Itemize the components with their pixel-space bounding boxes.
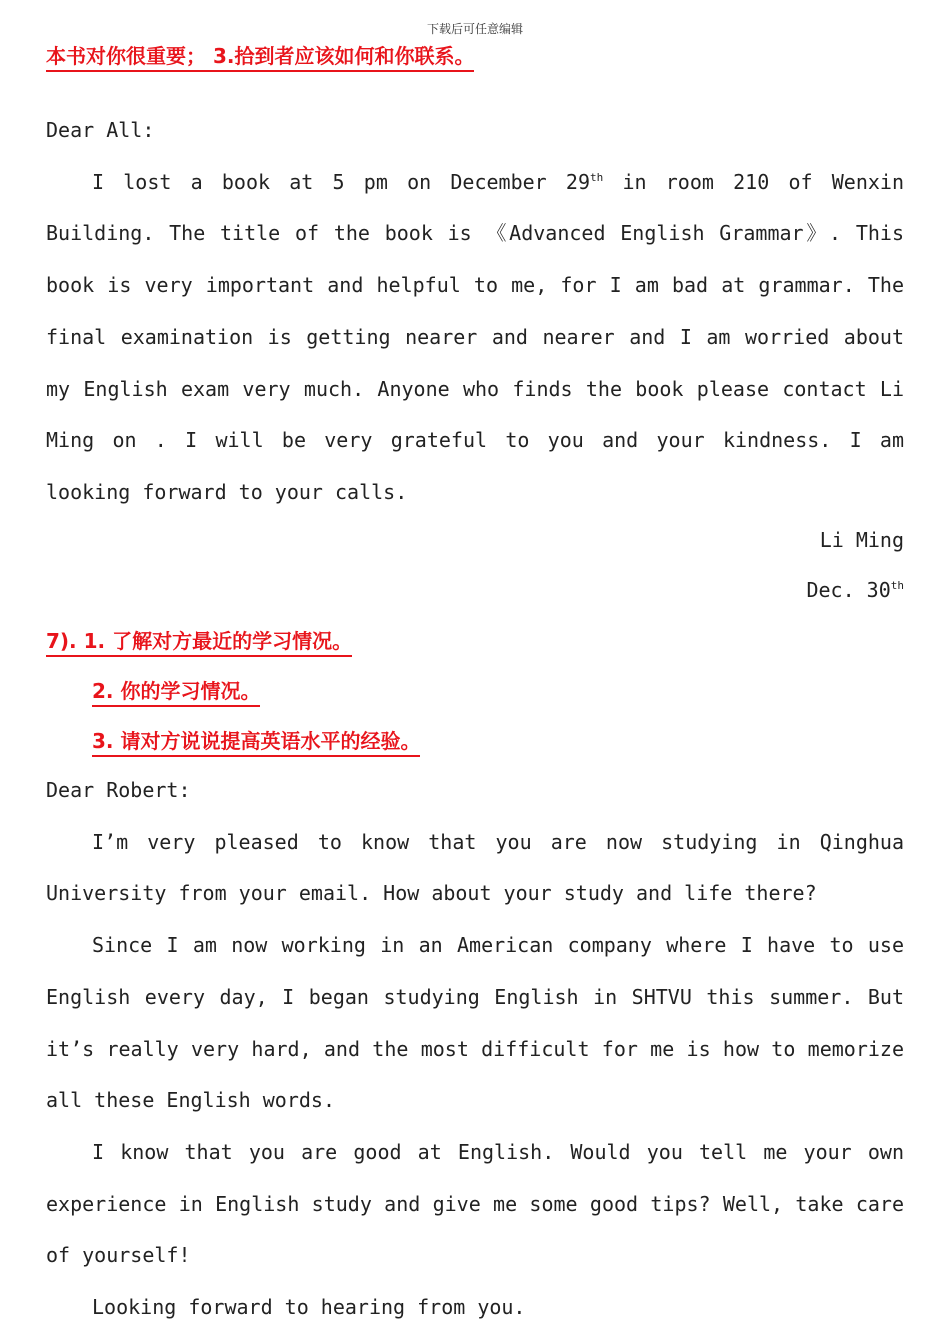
section7-req-2	[92, 678, 260, 707]
requirement-line: 7). 1. 了解对方最近的学习情况。	[46, 628, 352, 657]
letter-robert	[46, 765, 904, 1334]
letter1-signature: Li Ming	[819, 528, 904, 552]
section7-req-1	[46, 628, 352, 657]
date-text: Dec. 30	[806, 578, 891, 602]
letter2-para4: Looking forward to hearing from you.	[92, 1295, 526, 1320]
letter1-body	[46, 157, 904, 519]
requirement-line: 2. 你的学习情况。	[92, 678, 260, 707]
letter1-body-part3: The title of the book is 《Advanced English Grammar》. This book is very important and helpful to me, for I am bad at grammar. The final examination is getting nearer and nearer and I am worried about my English exam very much. Anyone who finds the book please contact Li Ming on . I will be very grateful to you and your kindness. I am looking forward to your calls.	[46, 221, 904, 504]
section6-requirement	[46, 43, 474, 72]
letter-lost-book	[46, 105, 904, 519]
date-suffix: th	[890, 579, 904, 592]
letter2-para1: I’m very pleased to know that you are now studying in Qinghua University from your email. How about your study and life there?	[46, 829, 904, 906]
letter1-body-part2: in room 210 of Wenxin Building.	[46, 169, 904, 246]
letter1-greeting: Dear All:	[46, 118, 155, 142]
ordinal-suffix: th	[590, 170, 604, 184]
letter1-closing	[46, 515, 904, 615]
letter2-greeting: Dear Robert:	[46, 778, 191, 802]
letter2-para3: I know that you are good at English. Would you tell me your own experience in English study and give me some good tips? Well, take care of yourself!	[46, 1139, 904, 1268]
page-header: 下载后可任意编辑	[426, 22, 523, 36]
letter1-body-part1: I lost a book at 5 pm on December 29	[92, 169, 590, 194]
letter2-para2: Since I am now working in an American company where I have to use English every day, I began studying English in SHTVU this summer. But it’s really very hard, and the most difficult for me is how to memorize all these English words.	[46, 933, 904, 1113]
section7-req-3	[92, 728, 420, 757]
letter1-date	[46, 565, 904, 615]
requirement-line: 3. 请对方说说提高英语水平的经验。	[92, 728, 420, 757]
requirement-line: 本书对你很重要； 3.拾到者应该如何和你联系。	[46, 43, 474, 72]
